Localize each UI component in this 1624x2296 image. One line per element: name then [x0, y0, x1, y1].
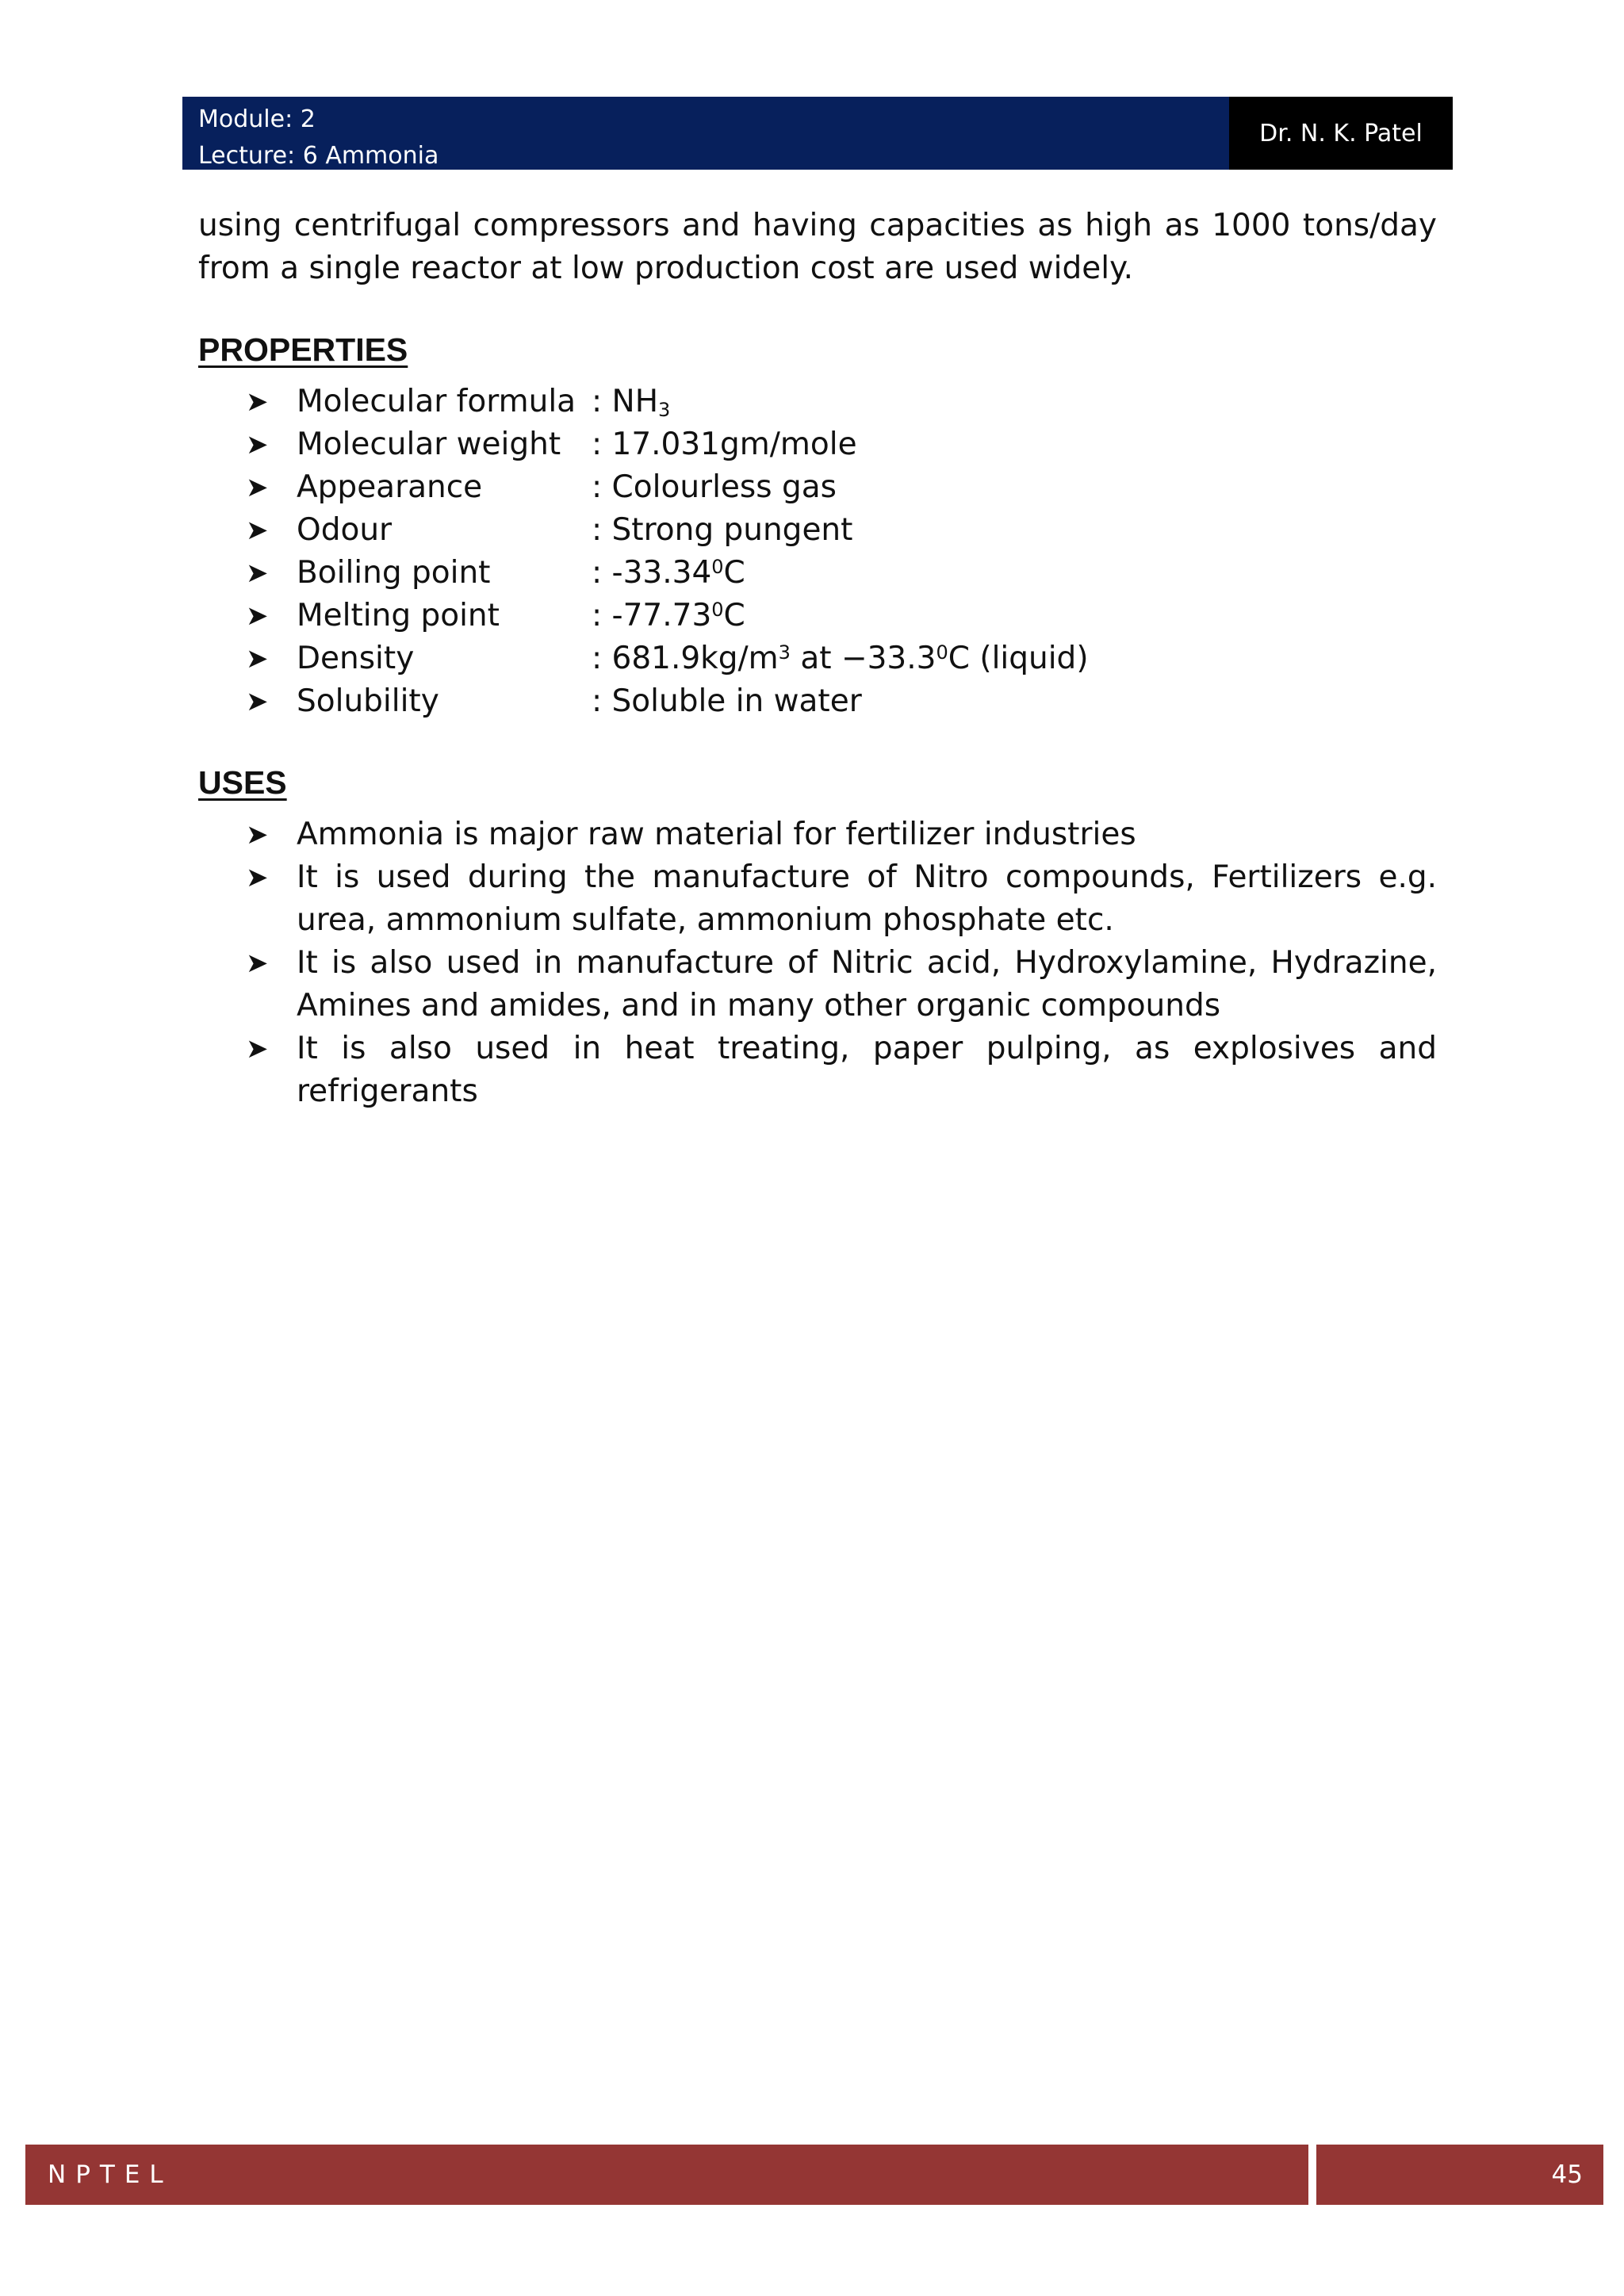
- arrowhead-bullet-icon: ➤: [246, 947, 269, 979]
- property-item: [198, 637, 1437, 680]
- property-label: Solubility: [297, 683, 439, 719]
- arrowhead-bullet-icon: ➤: [246, 643, 269, 675]
- arrowhead-bullet-icon: ➤: [246, 862, 269, 894]
- use-item: [198, 813, 1437, 856]
- page-number: 45: [1551, 2160, 1583, 2189]
- arrowhead-bullet-icon: ➤: [246, 557, 269, 589]
- use-text: It is used during the manufacture of Nitro compounds, Fertilizers e.g. urea, ammonium sulfate, ammonium phosphate etc.: [297, 859, 1437, 938]
- property-item: [198, 552, 1437, 595]
- author-label: Dr. N. K. Patel: [1259, 119, 1423, 147]
- footer-page-box: [1316, 2145, 1603, 2205]
- footer-nptel-bar: [25, 2145, 1308, 2205]
- property-value: : Soluble in water: [592, 683, 862, 719]
- use-text: Ammonia is major raw material for fertilizer industries: [297, 817, 1136, 852]
- uses-heading: USES: [198, 764, 287, 801]
- page-content: [198, 205, 1437, 1113]
- property-value: : Colourless gas: [592, 469, 837, 505]
- property-label: Molecular formula: [297, 384, 576, 419]
- property-label: Density: [297, 641, 415, 676]
- property-label: Odour: [297, 512, 393, 548]
- arrowhead-bullet-icon: ➤: [246, 515, 269, 546]
- property-item: [198, 423, 1437, 466]
- header-module-bar: [182, 97, 1229, 170]
- arrowhead-bullet-icon: ➤: [246, 429, 269, 461]
- property-value: : Strong pungent: [592, 512, 853, 548]
- property-value: : 17.031gm/mole: [592, 427, 857, 462]
- use-item: [198, 856, 1437, 942]
- use-text: It is also used in manufacture of Nitric acid, Hydroxylamine, Hydrazine, Amines and amides, and in many other organic compounds: [297, 945, 1437, 1024]
- arrowhead-bullet-icon: ➤: [246, 819, 269, 851]
- property-item: [198, 381, 1437, 423]
- property-item: [198, 509, 1437, 552]
- property-item: [198, 466, 1437, 509]
- header-author-box: [1229, 97, 1453, 170]
- property-value: : -33.34$^0$C: [592, 555, 745, 591]
- property-item: [198, 680, 1437, 723]
- property-value: : -77.73$^0$C: [592, 598, 745, 633]
- lecture-label: Lecture: 6 Ammonia: [198, 142, 439, 170]
- property-value: : $681.9kg/m^3$ at $-33.3^0C$ (liquid): [592, 641, 1089, 676]
- property-label: Boiling point: [297, 555, 491, 591]
- property-label: Melting point: [297, 598, 500, 633]
- module-label: Module: 2: [198, 105, 316, 133]
- arrowhead-bullet-icon: ➤: [246, 472, 269, 503]
- intro-paragraph: using centrifugal compressors and having capacities as high as 1000 tons/day from a single reactor at low production cost are used widely.: [198, 208, 1437, 286]
- property-label: Molecular weight: [297, 427, 561, 462]
- use-item: [198, 1027, 1437, 1113]
- arrowhead-bullet-icon: ➤: [246, 1033, 269, 1065]
- properties-list: [198, 381, 1437, 723]
- arrowhead-bullet-icon: ➤: [246, 386, 269, 418]
- use-text: It is also used in heat treating, paper pulping, as explosives and refrigerants: [297, 1031, 1437, 1109]
- uses-list: [198, 813, 1437, 1113]
- arrowhead-bullet-icon: ➤: [246, 600, 269, 632]
- arrowhead-bullet-icon: ➤: [246, 686, 269, 718]
- property-label: Appearance: [297, 469, 483, 505]
- use-item: [198, 942, 1437, 1027]
- properties-heading: PROPERTIES: [198, 331, 408, 368]
- property-value: : $NH_3$: [592, 384, 671, 421]
- property-item: [198, 595, 1437, 637]
- footer-nptel-label: NPTEL: [48, 2160, 173, 2189]
